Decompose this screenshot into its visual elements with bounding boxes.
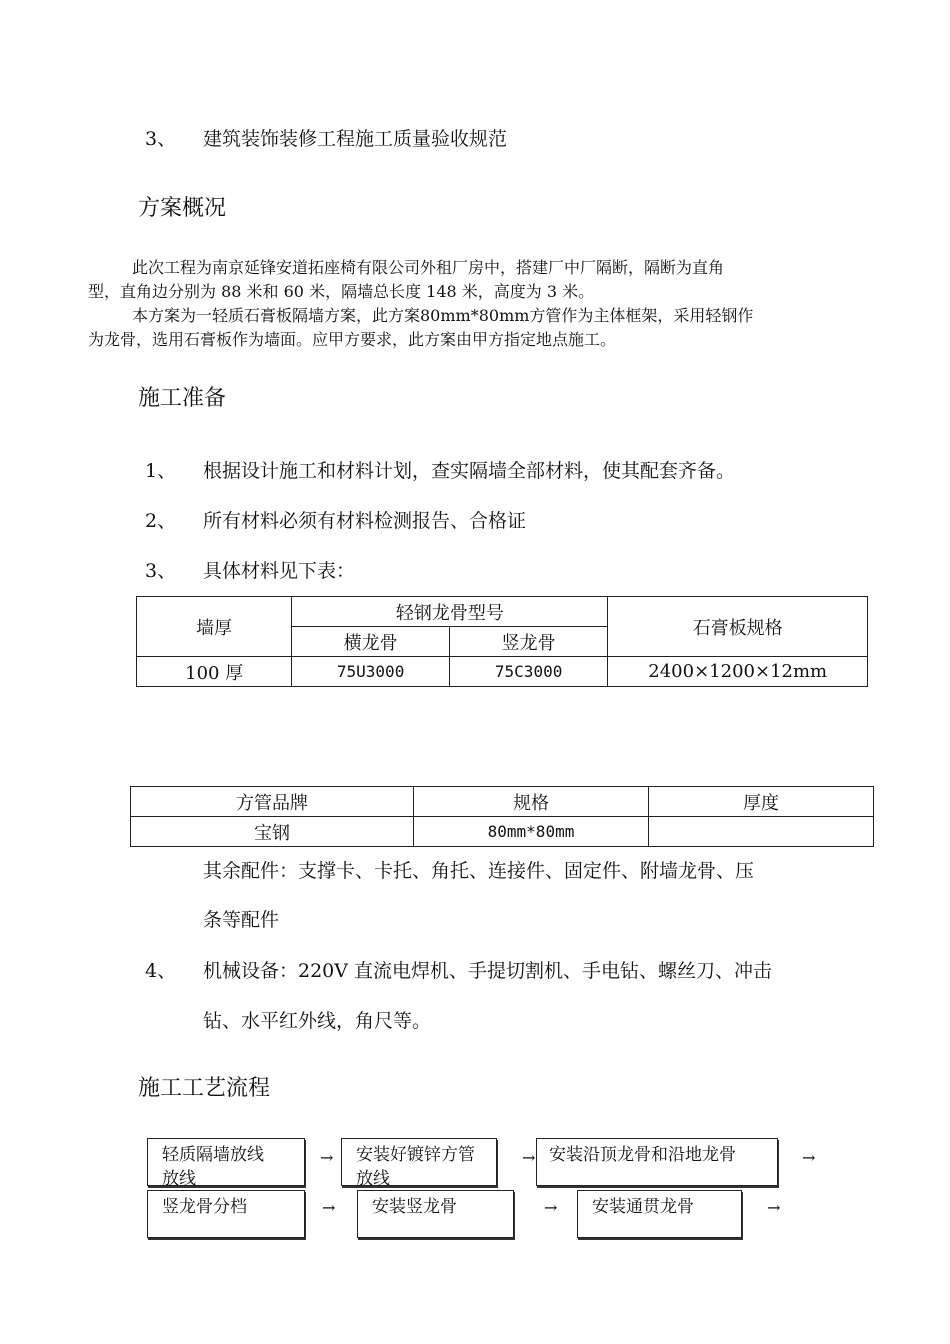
- flow-step-box: [341, 1138, 497, 1189]
- table-row: [131, 817, 874, 847]
- flow-step-box: [577, 1190, 742, 1238]
- cell-spec: 80mm*80mm: [414, 817, 649, 847]
- flow-step-label: 安装竖龙骨: [372, 1197, 457, 1217]
- item-number: 4、: [145, 960, 177, 982]
- flow-step-label: 轻质隔墙放线: [162, 1145, 264, 1165]
- item-text: 根据设计施工和材料计划，查实隔墙全部材料，使其配套齐备。: [203, 460, 736, 482]
- flow-step-label: 安装好镀锌方管: [356, 1145, 475, 1165]
- flow-arrow: →: [320, 1148, 334, 1167]
- overview-paragraphs: [88, 256, 878, 352]
- cell-brand: 宝钢: [131, 817, 414, 847]
- item-number: 3、: [145, 560, 177, 582]
- section-heading: 方案概况: [138, 196, 227, 221]
- square-tube-table: [130, 786, 874, 847]
- cell-horizontal: 75U3000: [292, 657, 450, 687]
- table-row: [137, 657, 868, 687]
- item-text: 所有材料必须有材料检测报告、合格证: [203, 510, 527, 532]
- cell-vertical: 75C3000: [449, 657, 608, 687]
- cell-thickness: [649, 817, 874, 847]
- list-item: [145, 456, 845, 482]
- section-heading: 施工准备: [138, 386, 227, 411]
- cell-wall: 100 厚: [137, 657, 292, 687]
- flow-arrow: →: [322, 1198, 336, 1217]
- list-item: [145, 506, 845, 532]
- section-heading: 施工工艺流程: [138, 1076, 271, 1101]
- item-number: 3、: [145, 128, 177, 150]
- flow-step-label: 安装通贯龙骨: [592, 1197, 694, 1217]
- list-item: [145, 124, 745, 150]
- header-board-spec: 石膏板规格: [608, 597, 868, 657]
- header-spec: 规格: [414, 787, 649, 817]
- flow-arrow: →: [767, 1198, 781, 1217]
- flow-step-label: 放线: [356, 1169, 390, 1189]
- header-thickness: 厚度: [649, 787, 874, 817]
- flow-step-label: 放线: [162, 1169, 196, 1189]
- paragraph-line: 型，直角边分别为 88 米和 60 米，隔墙总长度 148 米，高度为 3 米。: [88, 282, 595, 301]
- header-horizontal-keel: 横龙骨: [292, 627, 450, 657]
- flow-arrow: →: [544, 1198, 558, 1217]
- header-keel-model: 轻钢龙骨型号: [292, 597, 608, 627]
- list-item: [145, 556, 845, 582]
- flow-step-box: [357, 1190, 514, 1238]
- header-brand: 方管品牌: [131, 787, 414, 817]
- cell-board: 2400×1200×12mm: [608, 657, 868, 687]
- header-vertical-keel: 竖龙骨: [449, 627, 608, 657]
- list-item: [145, 956, 885, 982]
- item-text-continuation: 钻、水平红外线，角尺等。: [203, 1010, 432, 1032]
- flow-step-label: 安装沿顶龙骨和沿地龙骨: [549, 1145, 736, 1165]
- flow-arrow: →: [802, 1148, 816, 1167]
- item-number: 1、: [145, 460, 177, 482]
- item-text: 机械设备：220V 直流电焊机、手提切割机、手电钻、螺丝刀、冲击: [203, 960, 773, 982]
- flow-step-label: 竖龙骨分档: [162, 1197, 247, 1217]
- header-wall-thickness: 墙厚: [137, 597, 292, 657]
- flow-arrow: →: [522, 1148, 536, 1167]
- accessories-line: 其余配件：支撑卡、卡托、角托、连接件、固定件、附墙龙骨、压: [203, 860, 755, 882]
- paragraph-line: 此次工程为南京延锋安道拓座椅有限公司外租厂房中，搭建厂中厂隔断，隔断为直角: [132, 258, 725, 277]
- flow-step-box: [536, 1138, 778, 1186]
- item-text: 具体材料见下表：: [203, 560, 356, 582]
- accessories-line: 条等配件: [203, 909, 280, 931]
- paragraph-line: 为龙骨，选用石膏板作为墙面。应甲方要求，此方案由甲方指定地点施工。: [88, 330, 617, 349]
- item-text: 建筑装饰装修工程施工质量验收规范: [203, 128, 508, 150]
- flow-step-box: [147, 1190, 305, 1238]
- flow-step-box: [147, 1138, 305, 1189]
- paragraph-line: 本方案为一轻质石膏板隔墙方案，此方案80mm*80mm方管作为主体框架，采用轻钢作: [132, 306, 754, 325]
- item-number: 2、: [145, 510, 177, 532]
- materials-table: [136, 596, 868, 687]
